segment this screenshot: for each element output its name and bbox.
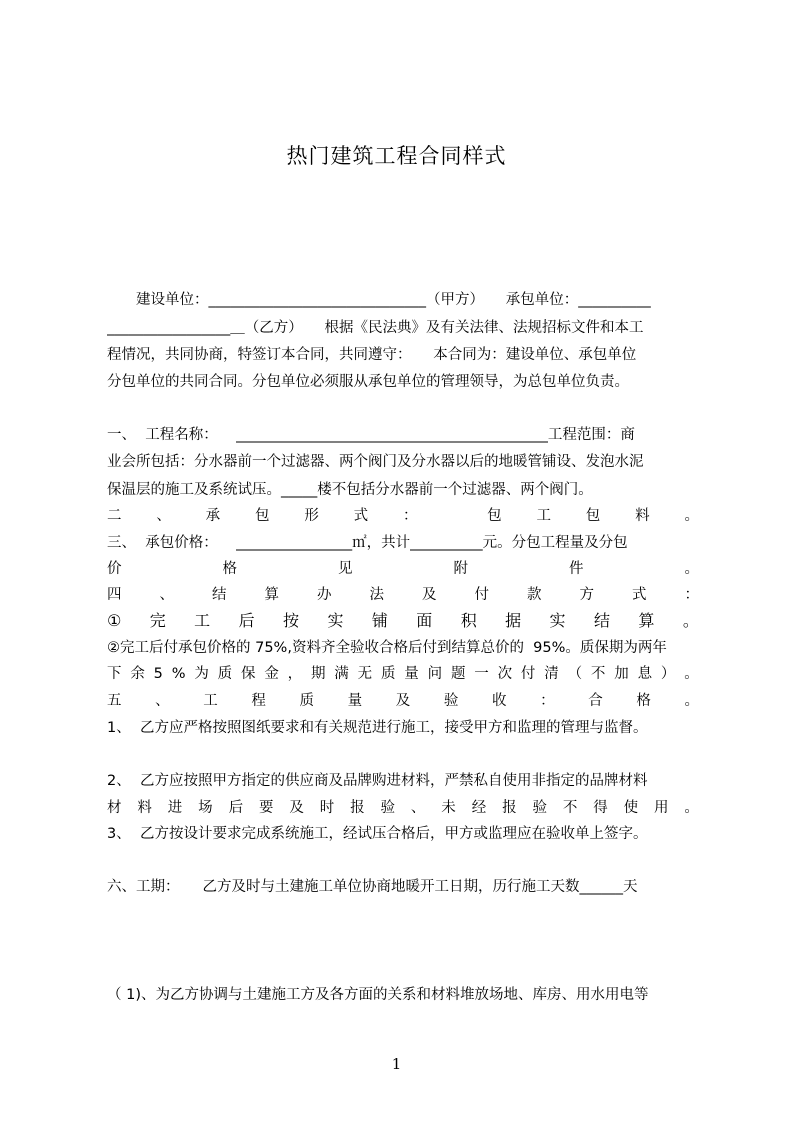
- justified-char: 实: [549, 611, 566, 630]
- justified-char: 合: [588, 693, 603, 709]
- justified-char: 及: [395, 693, 411, 709]
- justified-char: 。: [684, 508, 699, 524]
- justified-char: 算: [638, 611, 655, 630]
- section5-item-1: 1、 乙方应严格按照图纸要求和有关规范进行施工，接受甲方和监理的管理与监督。: [107, 720, 648, 736]
- section4-item-2: ②完工后付承包价格的 75%,资料齐全验收合格后付到结算总价的 95%。质保期为两年: [107, 640, 667, 656]
- section5-item-2: 2、 乙方应按照甲方指定的供应商及品牌购进材料，严禁私自使用非指定的品牌材料: [107, 773, 648, 789]
- justified-char: 清: [544, 666, 559, 682]
- intro-line-3: 程情况，共同协商，特签订本合同，共同遵守： 本合同为：建设单位、承包单位: [107, 347, 637, 363]
- justified-char: 不: [590, 666, 606, 682]
- justified-char: ①: [107, 611, 122, 630]
- justified-char: 。: [684, 800, 699, 816]
- justified-char: 一: [474, 666, 489, 682]
- section2-line: [107, 505, 699, 527]
- justified-char: 附: [453, 561, 468, 577]
- justified-char: 款: [527, 587, 542, 603]
- justified-char: 完: [149, 611, 166, 630]
- justified-char: 无: [357, 666, 373, 682]
- justified-char: ）: [660, 666, 676, 682]
- justified-char: 算: [264, 587, 279, 603]
- justified-char: 经: [471, 800, 487, 816]
- justified-char: 件: [569, 561, 584, 577]
- section7-heading: [107, 930, 587, 952]
- justified-char: 验: [380, 800, 396, 816]
- justified-char: 包: [585, 508, 601, 524]
- justified-char: 形: [304, 508, 319, 524]
- justified-char: 工: [203, 693, 218, 709]
- justified-char: 加: [614, 666, 629, 682]
- justified-char: 次: [497, 666, 513, 682]
- justified-char: 不: [562, 800, 578, 816]
- justified-char: 及: [289, 800, 304, 816]
- justified-char: 铺: [371, 611, 388, 630]
- section7-item-1: [107, 957, 562, 979]
- justified-char: 式: [632, 587, 647, 603]
- section3-line: 三、 承包价格： ________________㎡，共计__________元。分包工程量及分包: [107, 535, 628, 551]
- justified-char: %: [171, 666, 186, 682]
- justified-char: 格: [222, 561, 237, 577]
- section5-item-3: 3、 乙方按设计要求完成系统施工，经试压合格后，甲方或监理应在验收单上签字。: [107, 826, 648, 842]
- justified-char: 按: [283, 611, 300, 630]
- section1-line-3: 保温层的施工及系统试压。_____楼不包括分水器前一个过滤器、两个阀门。: [107, 482, 593, 498]
- justified-char: 下: [107, 666, 122, 682]
- justified-char: （: [567, 666, 583, 682]
- justified-char: 及: [422, 587, 437, 603]
- justified-char: 题: [450, 666, 466, 682]
- justified-char: 二: [107, 508, 122, 524]
- justified-char: 用: [654, 800, 669, 816]
- justified-char: 、: [155, 693, 170, 709]
- justified-char: 验: [532, 800, 547, 816]
- intro-line-2: _________________＿（乙方） 根据《民法典》及有关法律、法规招标文件和本工: [107, 320, 644, 336]
- justified-char: 材: [107, 800, 122, 816]
- justified-char: 后: [238, 611, 255, 630]
- justified-char: 息: [637, 666, 653, 682]
- justified-char: 后: [228, 800, 244, 816]
- justified-char: 报: [350, 800, 365, 816]
- justified-char: 承: [205, 508, 221, 524]
- justified-char: 式: [353, 508, 369, 524]
- justified-char: 质: [299, 693, 314, 709]
- intro-line-4: 分包单位的共同合同。分包单位必须服从承包单位的管理领导，为总包单位负责。: [107, 374, 629, 390]
- section4-heading: [107, 584, 699, 606]
- justified-char: 时: [319, 800, 335, 816]
- justified-char: 结: [212, 587, 227, 603]
- justified-char: ：: [402, 508, 418, 524]
- justified-char: 。: [684, 561, 699, 577]
- justified-char: 使: [623, 800, 639, 816]
- section4-item-1: [107, 610, 699, 632]
- justified-char: ，: [287, 666, 303, 682]
- justified-char: 。: [682, 611, 699, 630]
- justified-char: 工: [194, 611, 211, 630]
- justified-char: 四: [107, 587, 122, 603]
- justified-char: 。: [684, 693, 699, 709]
- justified-char: 问: [427, 666, 443, 682]
- justified-char: 价: [107, 561, 122, 577]
- section5-heading: [107, 690, 699, 712]
- justified-char: 方: [579, 587, 594, 603]
- justified-char: 料: [137, 800, 152, 816]
- section1-line-2: 业会所包括：分水器前一个过滤器、两个阀门及分水器以后的地暖管铺设、发泡水泥: [107, 454, 644, 470]
- document-title: 热门建筑工程合同样式: [286, 144, 507, 168]
- justified-char: 量: [347, 693, 363, 709]
- justified-char: 办: [317, 587, 332, 603]
- justified-char: 期: [310, 666, 326, 682]
- page-number: 1: [391, 1055, 402, 1073]
- justified-char: 余: [130, 666, 145, 682]
- justified-char: 见: [338, 561, 353, 577]
- section6-line: 六、工期： 乙方及时与土建施工单位协商地暖开工日期，历行施工天数______天: [107, 879, 638, 895]
- justified-char: 金: [264, 666, 279, 682]
- justified-char: 包: [487, 508, 502, 524]
- justified-char: 质: [217, 666, 233, 682]
- justified-char: 实: [327, 611, 344, 630]
- section1-line-1: 一、 工程名称： ___________________________________________工程范围：商: [107, 427, 635, 443]
- justified-char: 收: [492, 693, 507, 709]
- justified-char: 面: [416, 611, 433, 630]
- justified-char: 验: [443, 693, 459, 709]
- justified-char: 质: [380, 666, 396, 682]
- justified-char: 报: [502, 800, 517, 816]
- justified-char: 结: [593, 611, 610, 630]
- justified-char: 、: [156, 508, 171, 524]
- justified-char: 得: [593, 800, 608, 816]
- justified-char: ：: [684, 587, 699, 603]
- justified-char: 据: [505, 611, 522, 630]
- justified-char: 量: [404, 666, 419, 682]
- justified-char: 保: [240, 666, 256, 682]
- justified-char: 付: [474, 587, 489, 603]
- justified-char: 格: [636, 693, 651, 709]
- justified-char: 、: [159, 587, 174, 603]
- justified-char: 满: [334, 666, 349, 682]
- section3-attachment-line: [107, 558, 699, 580]
- justified-char: 。: [684, 666, 699, 682]
- justified-char: 要: [258, 800, 274, 816]
- justified-char: 、: [410, 800, 426, 816]
- justified-char: 五: [107, 693, 122, 709]
- justified-char: 积: [460, 611, 477, 630]
- justified-char: 进: [167, 800, 183, 816]
- justified-char: 未: [441, 800, 456, 816]
- intro-line-1: 建设单位：______________________________（甲方） 承包单位：__________: [107, 292, 651, 308]
- justified-char: 为: [194, 666, 209, 682]
- section7-item-1-sub-1: （ 1)、为乙方协调与土建施工方及各方面的关系和材料堆放场地、库房、用水用电等: [107, 987, 649, 1003]
- justified-char: 场: [198, 800, 213, 816]
- justified-char: ：: [540, 693, 555, 709]
- justified-char: 包: [254, 508, 270, 524]
- justified-char: 付: [520, 666, 536, 682]
- justified-char: 5: [153, 666, 163, 682]
- justified-char: 程: [251, 693, 266, 709]
- section5-item-2-cont: [107, 797, 699, 819]
- justified-char: 法: [369, 587, 384, 603]
- justified-char: 料: [635, 508, 650, 524]
- section4-item-2-cont: [107, 663, 699, 685]
- justified-char: 工: [536, 508, 551, 524]
